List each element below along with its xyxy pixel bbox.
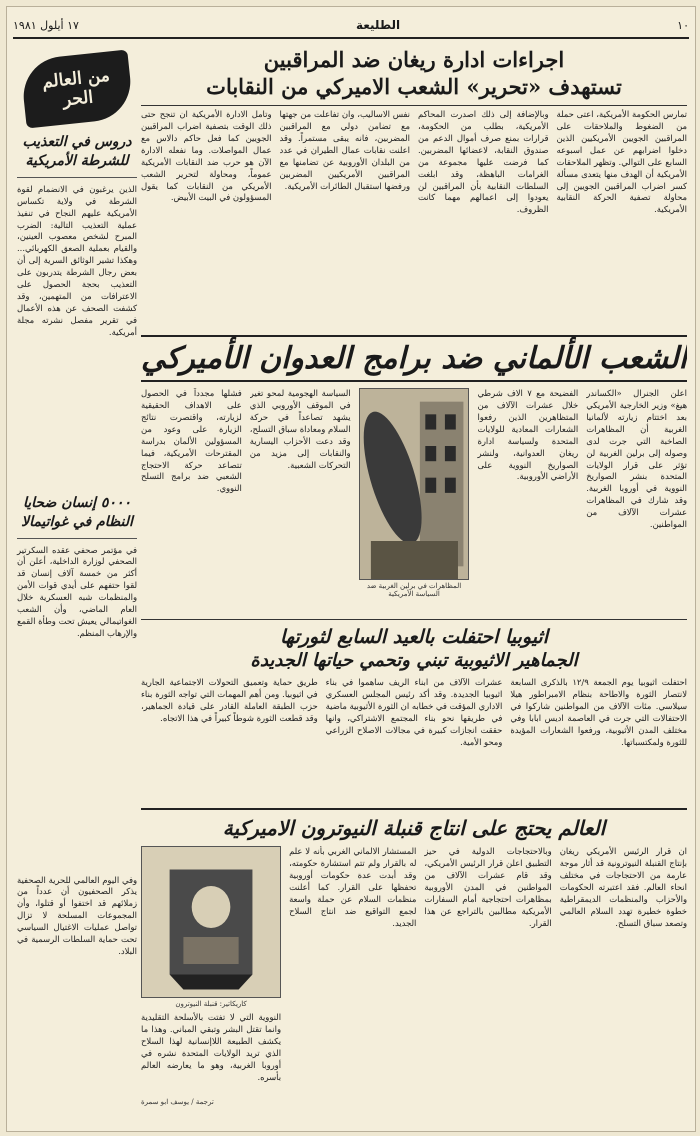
- guatemala-headline: ٥٠٠٠ إنسان ضحايا النظام في غواتيمالا: [17, 494, 137, 539]
- torture-headline: دروس في التعذيب للشرطة الأمريكية: [17, 133, 137, 178]
- guatemala-article-text: في مؤتمر صحفي عقده السكرتير الصحفي لوزارة الداخلية، أعلن أن أكثر من خمسة آلاف إنسان قد لقوا حتفهم على أيدي قوات الأمن والمنظمات شبه العسكرية خلال العام الماضي، وأن الشعب الغواتيمالي يعيش تحت وطأة القمع والإرهاب المنظم.: [17, 544, 137, 639]
- torture-article-text: الذين يرغبون في الانضمام لقوة الشرطة في ولاية تكساس الأمريكية عليهم النجاح في تنفيذ عملية التعذيب التالية: الضرب المبرح لشخص معصوب العينين، والقيام بعملية الصعق الكهربائي... وهكذا تشير الوثائق السرية إلى أن بعض رجال الشرطة يتدربون على التعذيب بحجة الحصول على الاعترافات من المتهمين، وقد كشفت الصحف عن هذه الأعمال في تقرير مفصل نشرته مجلة أمريكية.: [17, 183, 137, 337]
- neutron-cartoon: [141, 846, 281, 998]
- ethiopia-headline-2: الجماهير الاثيوبية تبني وتحمي حياتها الجديدة: [250, 650, 578, 671]
- germany-col-1: اعلن الجنرال «الكساندر هيغ» وزير الخارجية الأمريكي بعد اختتام زيارته لألمانيا الغربية أن المظاهرات الصاخبة التي جرت لدى وصوله إلى برلين الغربية لن تؤثر على قرار الولايات المتحدة بنشر الصواريخ النووية في أوروبا الغربية. وقد شارك في المظاهرات عشرات الآلاف من المواطنين.: [586, 388, 687, 530]
- logo-line-1: من العالم: [41, 65, 111, 93]
- ethiopia-col-3: طريق حماية وتعميق التحولات الاجتماعية الجارية في اثيوبيا. ومن أهم المهمات التي تواجه الثورة بناء حزب الطبقة العاملة القادر على قيادة الجماهير، وقد قطعت الثورة شوطاً كبيراً في هذا الاتجاه.: [141, 677, 318, 723]
- publication-name: الطليعة: [355, 18, 401, 32]
- cartoon-illustration: [142, 847, 280, 997]
- masthead: [13, 13, 689, 39]
- article-germany: [141, 329, 687, 619]
- ethiopia-col-1: احتفلت اثيوبيا يوم الجمعة ١٢/٩ بالذكرى السابعة لانتصار الثورة والاطاحة بنظام الامبراطور هيلا سيلاسي. مئات الآلاف من المواطنين شاركوا في الاحتفالات التي جرت في العاصمة اديس ابابا وفي مختلف المدن الأثيوبية، ورفعوا الشعارات المؤيدة للثورة ولمكتسباتها.: [510, 677, 687, 747]
- reagan-headline-2: تستهدف «تحرير» الشعب الاميركي من النقابات: [206, 74, 622, 99]
- reagan-col-1: تمارس الحكومة الأمريكية، اعتى حملة من الضغوط والملاحقات على المراقبين الجويين الأمريكيين الذين دخلوا اضرابهم عن عمل اسبوعه السابع على التوالي. وتظهر الملاحقات الأمريكية أن الهدف منها يتعدى مسألة كسر اضراب المراقبين الجويين إلى محاولة تصفية الحركة النقابية الأمريكية.: [556, 109, 687, 215]
- main-content: [141, 41, 687, 1123]
- page-number: ١٠: [677, 18, 689, 32]
- neutron-col-4: النووية التي لا تفتت بالأسلحة التقليدية وانما تقتل البشر وتبقي المباني. وهذا ما يكشف الطبيعة اللاإنسانية لهذا السلاح الذي تريد الولايات المتحدة نشره في أوروبا الغربية، وهو ما يعارضه العالم بأسره.: [141, 1012, 282, 1082]
- reagan-col-4: وتامل الادارة الأمريكية ان تنجح حتى ذلك الوقت بتصفية اضراب المراقبين الجويين كما فعل حاكم دالاس مع عمال المواصلات. وما نفعله الادارة الآن هو حرب ضد النقابات الأمريكية عموماً، ومحاولة لتحرير الشعب الأمريكي من النقابات كما يقول المسؤولون في البيت الأبيض.: [141, 109, 272, 203]
- neutron-col-1: ان قرار الرئيس الأمريكي ريغان بإنتاج القنبلة النيوترونية قد أثار موجة عارمة من الاحتجاجات في مختلف انحاء العالم. فقد اعتبرته الحكومات والأحزاب والمنظمات الديمقراطية خطوة خطيرة تهدد السلام العالمي وتصعد سباق التسلح.: [559, 846, 687, 928]
- article-neutron: [141, 802, 687, 1112]
- germany-col-4: فشلها مجدداً في الحصول على الاهداف الحقيقية لزيارته، واقتصرت نتائج الزيارة على وعود من المسؤولين الألمان بدراسة المقترحات الأمريكية، فيما تتصاعد حركة الاحتجاج الشعبي ضد برامج التسلح النووي.: [141, 388, 242, 494]
- germany-banner: الشعب الألماني ضد برامج العدوان الأميركي: [141, 335, 687, 382]
- translator-byline: ترجمة / يوسف ابو سمرة: [141, 1098, 214, 1106]
- logo-line-2: الحر: [61, 87, 95, 111]
- issue-date: ١٧ أيلول ١٩٨١: [13, 18, 79, 32]
- protest-illustration: [360, 389, 469, 579]
- germany-col-3: السياسة الهجومية لمحو تغير في الموقف الأوروبي الذي يشهد تصاعداً في حركة السلام ومعاداة سباق التسلح، وقد دعت الأحزاب اليسارية والنقابات إلى مزيد من التحركات الشعبية.: [249, 388, 351, 470]
- reagan-headline-1: اجراءات ادارة ريغان ضد المراقبين: [263, 47, 565, 72]
- germany-col-2: الفضيحة مع ٧ الاف شرطي خلال عشرات الآلاف من المتظاهرين الذين رفعوا الشعارات المعادية للولايات المتحدة ولسياسة ادارة ريغان العدوانية، ولنشر الصواريخ النووية على الأراضي الأوروبية.: [477, 388, 579, 482]
- ethiopia-headline-1: اثيوبيا احتفلت بالعيد السابع لثورتها: [280, 626, 548, 648]
- article-ethiopia: [141, 619, 687, 802]
- divider: [141, 105, 687, 106]
- reagan-col-3: نفس الاساليب، وان تفاعلت من جهتها مع تضامن دولي مع المراقبين المضربين، فانه يبقى مستمراً. وقد اعلنت نقابات عمال الطيران في عدد من البلدان الأوروبية عن تضامنها مع المراقبين الأمريكيين المضربين ورفضها استقبال الطائرات الأمريكية.: [279, 109, 410, 191]
- ethiopia-col-2: عشرات الآلاف من ابناء الريف ساهموا في بناء اثيوبيا الجديدة. وقد أكد رئيس المجلس العسكري الاداري المؤقت في خطابه ان الثورة الأثيوبية ماضية في طريقها نحو بناء المجتمع الاشتراكي، وانها حققت انجازات كبيرة في مجالات الاصلاح الزراعي ومحو الأمية.: [325, 677, 503, 747]
- neutron-col-2: وبالاحتجاجات الدولية في حيز التطبيق اعلن قرار الرئيس الأمريكي، وقد قام عشرات الآلاف من المواطنين في المدن الأوروبية بمظاهرات احتجاجية أمام السفارات الأمريكية مطالبين بالتراجع عن هذا القرار.: [424, 846, 552, 928]
- neutron-headline: العالم يحتج على انتاج قنبلة النيوترون الاميركية: [141, 808, 687, 840]
- neutron-col-3: المستشار الالماني الغربي بأنه لا علم له بالقرار ولم تتم استشارة حكومته، وقد أبدت عدة حكومات أوروبية تحفظها على القرار. كما أعلنت منظمات السلام عن حملة واسعة لجمع التواقيع ضد انتاج السلاح الجديد.: [289, 846, 417, 928]
- sidebar-column: [13, 41, 145, 1123]
- photo-caption: المظاهرات في برلين الغربية ضد السياسة الأمريكية: [366, 582, 462, 598]
- reagan-col-2: وبالإضافة إلى ذلك اصدرت المحاكم الأمريكية، بطلب من الحكومة، قرارات بمنع صرف أموال الدعم من صندوق النقابة، لاعضائها المضربين. كما فرضت عليها مجموعة من الغرامات الباهظة، وقد ابلغت السلطات النقابية بأن المراقبين لن يعودوا إلى اعمالهم مهما كانت الظروف.: [418, 109, 549, 215]
- article-reagan: [141, 41, 687, 329]
- protest-photo: [359, 388, 470, 580]
- free-world-logo: [20, 50, 135, 129]
- newspaper-page: [6, 6, 696, 1132]
- cartoon-caption: كاريكاتير: قنبلة النيوترون: [175, 1000, 247, 1008]
- sidebar-extra-text: وفي اليوم العالمي للحرية الصحفية يذكر الصحفيون أن عدداً من زملائهم قد اختفوا أو قتلوا، وأن المجموعات المسلحة لا تزال تواصل عمليات الاغتيال السياسي تحت حماية السلطات الرسمية في البلاد.: [17, 874, 137, 957]
